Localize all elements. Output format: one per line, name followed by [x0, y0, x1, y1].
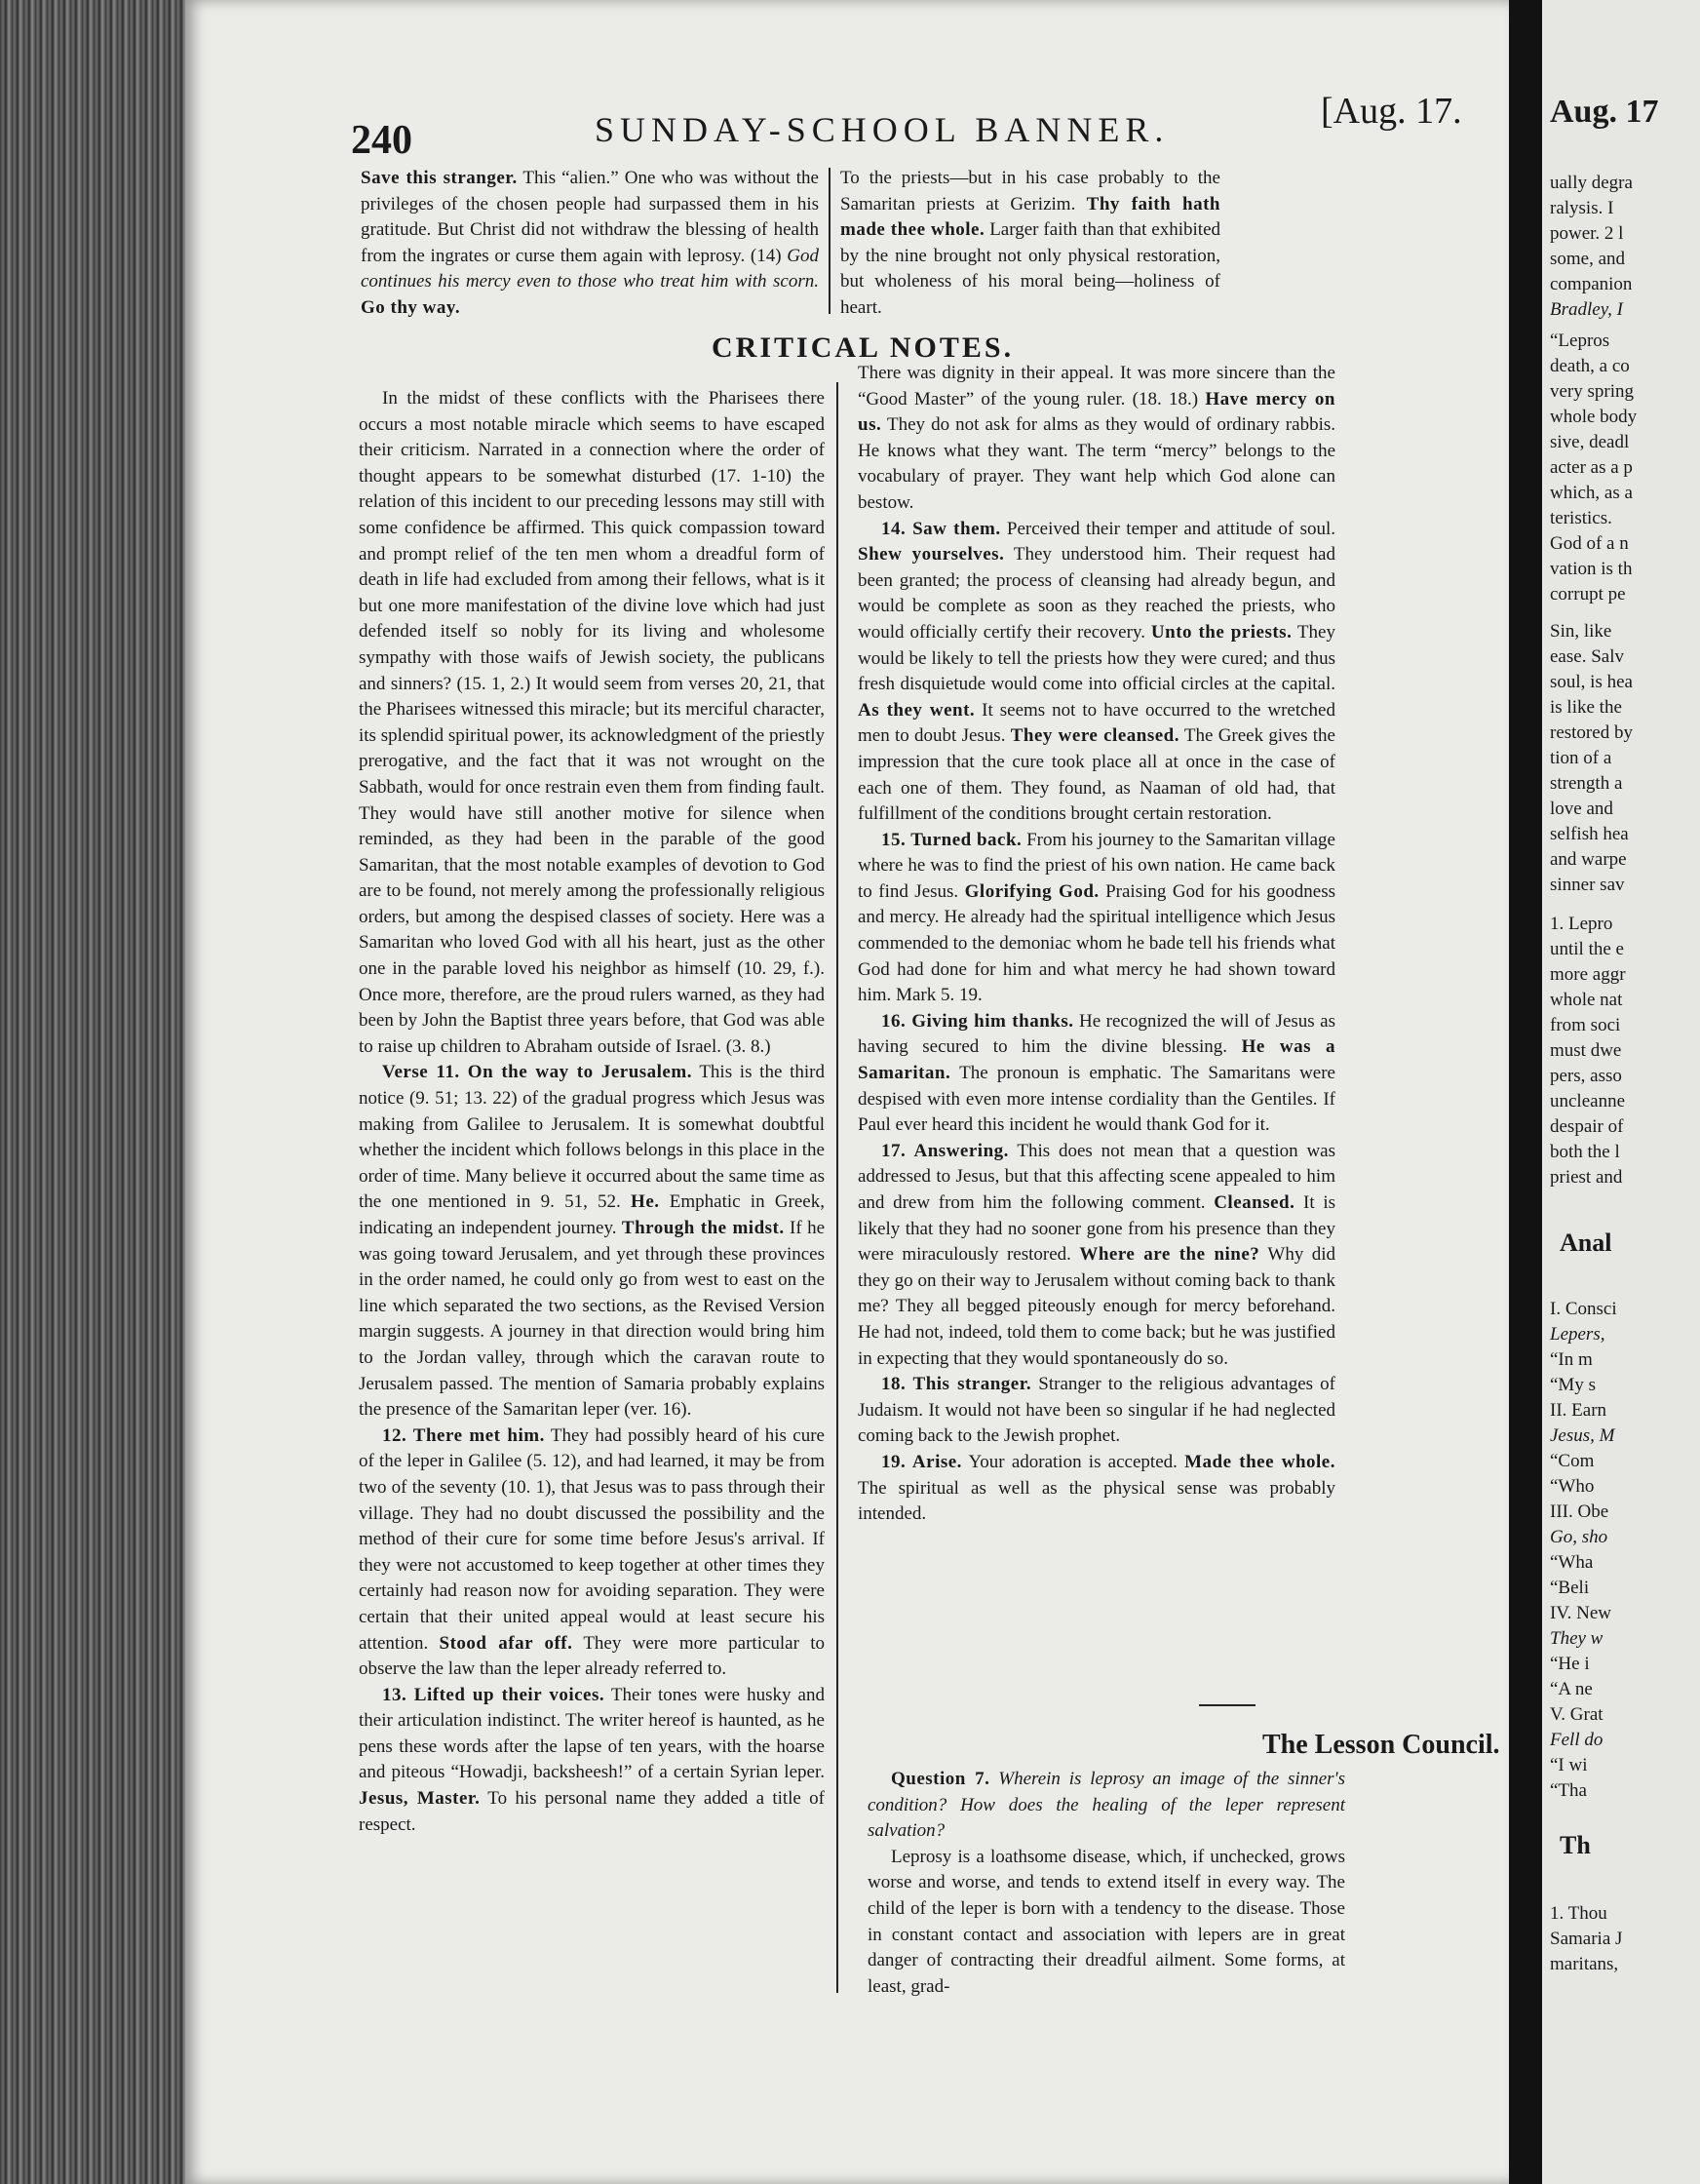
right-page-line: which, as a	[1550, 483, 1633, 503]
right-page-line: “Beli	[1550, 1578, 1590, 1598]
right-col-text: It is likely that they had no sooner gone from his presence than they were miraculously restored.	[858, 1192, 1335, 1266]
section-title: CRITICAL NOTES.	[712, 332, 1015, 364]
council-paragraph	[868, 1767, 1345, 1845]
left-page	[185, 0, 1511, 2184]
right-page-line: Jesus, M	[1550, 1425, 1615, 1446]
right-col-bold: Cleansed.	[1214, 1192, 1295, 1213]
right-page-line: and warpe	[1550, 849, 1627, 870]
right-col-text: This does not mean that a question was addressed to Jesus, but that this affecting scene appealed to him and drew from him the following comment.	[858, 1140, 1335, 1213]
right-page-line: whole body	[1550, 407, 1638, 427]
right-page-line: They w	[1550, 1628, 1603, 1649]
right-col-paragraph	[858, 1009, 1335, 1139]
right-page-line: Th	[1560, 1831, 1591, 1859]
right-col-bold: He was a Samaritan.	[858, 1036, 1336, 1084]
top-right-text: To the priests—but in his case probably to the Samaritan priests at Gerizim.	[840, 168, 1220, 214]
right-col-paragraph	[858, 1372, 1335, 1450]
council-paragraph	[868, 1845, 1345, 2001]
left-col-text: They were more particular to observe the law than the leper already referred to.	[359, 1632, 825, 1680]
right-col-text: They do not ask for alms as they would of ordinary rabbis. He knows what they want. The term “mercy” belongs to the vocabulary of prayer. They want help which God alone can bestow.	[858, 414, 1335, 513]
right-page-line: power. 2 l	[1550, 223, 1624, 244]
right-page-line: Sin, like	[1550, 621, 1612, 642]
right-page-line: Anal	[1560, 1228, 1612, 1257]
right-page-line: “Lepros	[1550, 331, 1610, 351]
left-column	[359, 386, 825, 1838]
right-col-text: Perceived their temper and attitude of soul.	[1000, 518, 1335, 539]
right-col-text: Praising God for his goodness and mercy. He already had the spiritual intelligence which Jesus commended to the demoniac whom he bade tell his friends what God had done for him and what mercy he had shown toward him. Mark 5. 19.	[858, 880, 1335, 1006]
left-col-text: This is the third notice (9. 51; 13. 22) of the gradual progress which Jesus was making from Galilee to Jerusalem. It is somewhat doubtful whether the incident which follows belongs in this place in the order of time. Many believe it occurred about the same time as the one mentioned in 9. 51, 52.	[359, 1062, 825, 1213]
right-page-line: II. Earn	[1550, 1400, 1607, 1421]
right-col-bold: 17. Answering.	[881, 1140, 1009, 1161]
right-col-paragraph	[858, 828, 1335, 1009]
right-col-bold: They were cleansed.	[1010, 725, 1179, 747]
left-col-text: To his personal name they added a title of respect.	[359, 1788, 825, 1835]
right-page	[1542, 0, 1700, 2184]
top-column-rule	[829, 168, 831, 314]
right-page-line: God of a n	[1550, 533, 1629, 554]
right-col-text: Why did they go on their way to Jerusalem without coming back to thank me? They all begged piteously enough for mercy beforehand. He had not, indeed, told them to come back; but he was justified in expecting that they would spontaneously do so.	[858, 1244, 1336, 1369]
right-page-line: some, and	[1550, 249, 1626, 269]
right-page-line: “A ne	[1550, 1679, 1593, 1699]
right-col-text: Your adoration is accepted.	[961, 1451, 1185, 1472]
right-col-bold: 19. Arise.	[881, 1451, 962, 1472]
top-left-bold: Save this stranger.	[361, 168, 518, 188]
top-right-text: Larger faith than that exhibited by the nine brought not only physical restoration, but wholeness of his moral being—holiness of heart.	[840, 219, 1220, 318]
right-page-line: Samaria J	[1550, 1929, 1623, 1949]
right-page-line: “In m	[1550, 1349, 1593, 1370]
left-col-text: If he was going toward Jerusalem, and yet through these provinces in the order named, he could only go from west to east on the line which separated the two sections, as the Revised Version margin suggests. A journey in that direction would bring him to the Jordan valley, through which the caravan route to Jerusalem passed. The mention of Samaria probably explains the presence of the Samaritan leper (ver. 16).	[359, 1218, 826, 1421]
left-col-bold: Stood afar off.	[439, 1632, 573, 1654]
header-date: [Aug. 17.	[1321, 91, 1462, 132]
lesson-council	[868, 1767, 1345, 2000]
left-col-paragraph	[359, 1683, 825, 1839]
right-page-line: V. Grat	[1550, 1704, 1603, 1725]
right-page-line: “My s	[1550, 1375, 1596, 1395]
right-col-paragraph	[858, 361, 1335, 517]
right-page-line: “I wi	[1550, 1755, 1588, 1775]
council-bold: Question 7.	[891, 1769, 990, 1789]
left-col-text: They had possibly heard of his cure of the leper in Galilee (5. 12), and had learned, it may be from two of the seventy (10. 1), that Jesus was to pass through their village. They had no doubt discussed the possibility and the method of their cure for some time before Jesus's arrival. If they were not accustomed to keep together at other times they certainly had reason now for avoiding separation. They were certain that their united appeal would at least secure his attention.	[359, 1424, 825, 1654]
right-page-line: companion	[1550, 274, 1633, 294]
right-page-line: strength a	[1550, 773, 1623, 794]
right-page-header: Aug. 17	[1550, 94, 1659, 130]
right-page-line: is like the	[1550, 697, 1622, 718]
right-page-line: “Who	[1550, 1476, 1595, 1497]
page-header	[185, 90, 1511, 163]
right-page-line: must dwe	[1550, 1040, 1622, 1061]
right-col-bold: As they went.	[858, 699, 976, 721]
right-col-bold: Where are the nine?	[1079, 1244, 1260, 1266]
right-page-line: despair of	[1550, 1116, 1624, 1137]
right-col-bold: Shew yourselves.	[858, 544, 1005, 566]
left-col-text: Emphatic in Greek, indicating an independent journey.	[359, 1191, 825, 1238]
top-right-paragraph	[840, 166, 1220, 322]
left-col-bold: Jesus, Master.	[359, 1788, 481, 1810]
right-page-line: selfish hea	[1550, 824, 1629, 844]
right-page-line: “Tha	[1550, 1780, 1587, 1801]
right-page-line: very spring	[1550, 381, 1635, 402]
right-page-line: ually degra	[1550, 173, 1633, 193]
right-col-text: There was dignity in their appeal. It was more sincere than the “Good Master” of the young ruler. (18. 18.)	[858, 363, 1335, 410]
right-page-line: both the l	[1550, 1142, 1620, 1162]
right-page-line: restored by	[1550, 722, 1633, 743]
right-col-text: From his journey to the Samaritan village where he was to find the priest of his own nation. He came back to find Jesus.	[858, 829, 1335, 902]
right-page-line: until the e	[1550, 939, 1624, 959]
column-rule	[836, 382, 838, 1993]
council-title: The Lesson Council.	[1262, 1730, 1500, 1760]
left-col-text: In the midst of these conflicts with the Pharisees there occurs a most notable miracle which seems to have escaped their criticism. Narrated in a connection where the order of thought appears to be somewhat disturbed (17. 1-10) the relation of this incident to our preceding lessons may still with some confidence be affirmed. This quick compassion toward and prompt relief of the ten men whom a dreadful form of death in life had excluded from among their fellows, what is it but one more manifestation of the divine love which had just defended itself so nobly for its living and wholesome sympathy with those waifs of Jewish society, the publicans and sinners? (15. 1, 2.) It would seem from verses 20, 21, that the Pharisees witnessed this miracle; but its merciful character, its splendid spiritual power, its acknowledgment of the priestly prerogative, and the fact that it was not wrought on the Sabbath, would for once restrain even them from finding fault. They would have still another motive for silence when reminded, as they had been in the parable of the good Samaritan, that the most notable examples of devotion to God are to be found, not merely among the professionally religious orders, but among the despised classes of society. Here was a Samaritan who loved God with all his heart, just as the other one in the parable loved his neighbor as himself (10. 29, f.). Once more, therefore, are the proud rulers warned, as they had been by John the Baptist three years before, that God was able to raise up children to Abraham outside of Israel. (3. 8.)	[359, 388, 825, 1057]
right-col-paragraph	[858, 1450, 1335, 1528]
right-col-text: The spiritual as well as the physical sense was probably intended.	[858, 1477, 1335, 1525]
right-page-line: 1. Thou	[1550, 1903, 1607, 1924]
top-left-text: This “alien.” One who was without the privileges of the chosen people had surpassed them in his gratitude. But Christ did not withdraw the blessing of health from the ingrates or curse them again with leprosy. (14)	[361, 168, 819, 266]
right-col-bold: 18. This stranger.	[881, 1374, 1032, 1395]
right-col-text: He recognized the will of Jesus as having secured to him the divine blessing.	[858, 1010, 1335, 1058]
council-text: Leprosy is a loathsome disease, which, if unchecked, grows worse and worse, and tends to extend itself in every way. The child of the leper is born with a tendency to the disease. Those in constant contact and association with lepers are in great danger of contracting their dreadful ailment. Some forms, at least, grad-	[868, 1846, 1345, 1997]
right-page-line: soul, is hea	[1550, 672, 1633, 692]
right-page-line: death, a co	[1550, 356, 1630, 376]
left-col-text: Their tones were husky and their articulation indistinct. The writer hereof is haunted, as he pens these words after the lapse of ten years, with the hoarse and piteous “Howadji, backsheesh!” of a certain Syrian leper.	[359, 1684, 825, 1783]
top-left-italic: God continues his mercy even to those who treat him with scorn.	[361, 245, 819, 292]
council-italic: Wherein is leprosy an image of the sinner's condition? How does the healing of the leper represent salvation?	[868, 1769, 1345, 1842]
left-col-paragraph	[359, 1060, 825, 1423]
left-col-bold: Through the midst.	[621, 1218, 785, 1238]
page-number: 240	[351, 118, 412, 163]
right-page-line: maritans,	[1550, 1954, 1619, 1974]
right-col-bold: 16. Giving him thanks.	[881, 1010, 1074, 1032]
right-page-line: whole nat	[1550, 990, 1623, 1010]
top-left-bold: Go thy way.	[361, 296, 461, 318]
right-page-line: “He i	[1550, 1654, 1590, 1674]
right-page-line: love and	[1550, 799, 1613, 819]
right-page-line: sinner sav	[1550, 875, 1625, 895]
right-page-line: Bradley, I	[1550, 299, 1623, 320]
right-page-line: tion of a	[1550, 748, 1612, 768]
left-col-bold: He.	[631, 1191, 660, 1213]
right-page-line: sive, deadl	[1550, 432, 1630, 452]
right-page-line: teristics.	[1550, 508, 1612, 528]
right-col-text: They would be likely to tell the priests how they were cured; and thus fresh disquietude would come into official circles at the capital.	[858, 621, 1335, 695]
top-right-column	[840, 166, 1220, 322]
binding-gutter	[1509, 0, 1542, 2184]
right-page-line: III. Obe	[1550, 1502, 1609, 1522]
right-page-line: I. Consci	[1550, 1299, 1617, 1319]
right-col-bold: Made thee whole.	[1184, 1451, 1335, 1472]
right-col-bold: Glorifying God.	[964, 880, 1100, 902]
right-col-bold: 14. Saw them.	[881, 518, 1001, 539]
right-col-text: The pronoun is emphatic. The Samaritans were despised with even more intense cordiality than the Gentiles. If Paul ever heard this incident he would thank God for it.	[858, 1063, 1335, 1136]
top-left-paragraph	[361, 166, 819, 322]
right-page-line: ease. Salv	[1550, 646, 1624, 667]
left-col-paragraph	[359, 386, 825, 1060]
right-col-paragraph	[858, 517, 1335, 828]
top-left-column	[361, 166, 819, 322]
left-col-bold: Verse 11. On the way to Jerusalem.	[382, 1062, 692, 1083]
book-spine	[0, 0, 195, 2184]
right-page-line: “Com	[1550, 1451, 1595, 1471]
left-col-bold: 13. Lifted up their voices.	[382, 1684, 605, 1705]
right-page-line: “Wha	[1550, 1552, 1594, 1573]
left-col-bold: 12. There met him.	[382, 1424, 545, 1446]
right-col-bold: 15. Turned back.	[881, 829, 1023, 850]
right-page-line: vation is th	[1550, 559, 1633, 579]
right-page-line: priest and	[1550, 1167, 1623, 1188]
right-col-bold: Unto the priests.	[1150, 621, 1293, 643]
right-col-text: It seems not to have occurred to the wretched men to doubt Jesus.	[858, 699, 1335, 747]
right-page-line: acter as a p	[1550, 457, 1633, 478]
right-page-line: Lepers,	[1550, 1324, 1605, 1345]
right-page-line: 1. Lepro	[1550, 914, 1613, 934]
right-page-line: pers, asso	[1550, 1066, 1622, 1086]
right-col-text: They understood him. Their request had been granted; the process of cleansing had already begun, and would be complete as soon as they reached the priests, who would officially certify their recovery.	[858, 544, 1335, 643]
right-page-line: corrupt pe	[1550, 584, 1626, 604]
right-col-paragraph	[858, 1139, 1335, 1372]
right-page-line: from soci	[1550, 1015, 1621, 1035]
right-column	[858, 361, 1335, 1528]
right-col-text: The Greek gives the impression that the cure took place all at once in the case of each one of them. They found, as Naaman of old had, that fulfillment of the conditions brought certain restoration.	[858, 725, 1335, 825]
top-right-bold: Thy faith hath made thee whole.	[840, 193, 1220, 241]
right-page-line: more aggr	[1550, 964, 1626, 985]
masthead: SUNDAY-SCHOOL BANNER.	[595, 110, 1170, 149]
right-page-line: Fell do	[1550, 1730, 1603, 1750]
left-col-paragraph	[359, 1424, 825, 1683]
right-page-line: Go, sho	[1550, 1527, 1608, 1547]
right-page-line: ralysis. I	[1550, 198, 1614, 218]
right-page-line: IV. New	[1550, 1603, 1611, 1623]
right-page-line: uncleanne	[1550, 1091, 1626, 1112]
council-text	[989, 1769, 998, 1789]
right-col-text: Stranger to the religious advantages of Judaism. It would not have been so singular if he had neglected coming back to the Jewish prophet.	[858, 1374, 1335, 1447]
right-col-bold: Have mercy on us.	[858, 388, 1336, 436]
short-rule	[1199, 1704, 1256, 1706]
